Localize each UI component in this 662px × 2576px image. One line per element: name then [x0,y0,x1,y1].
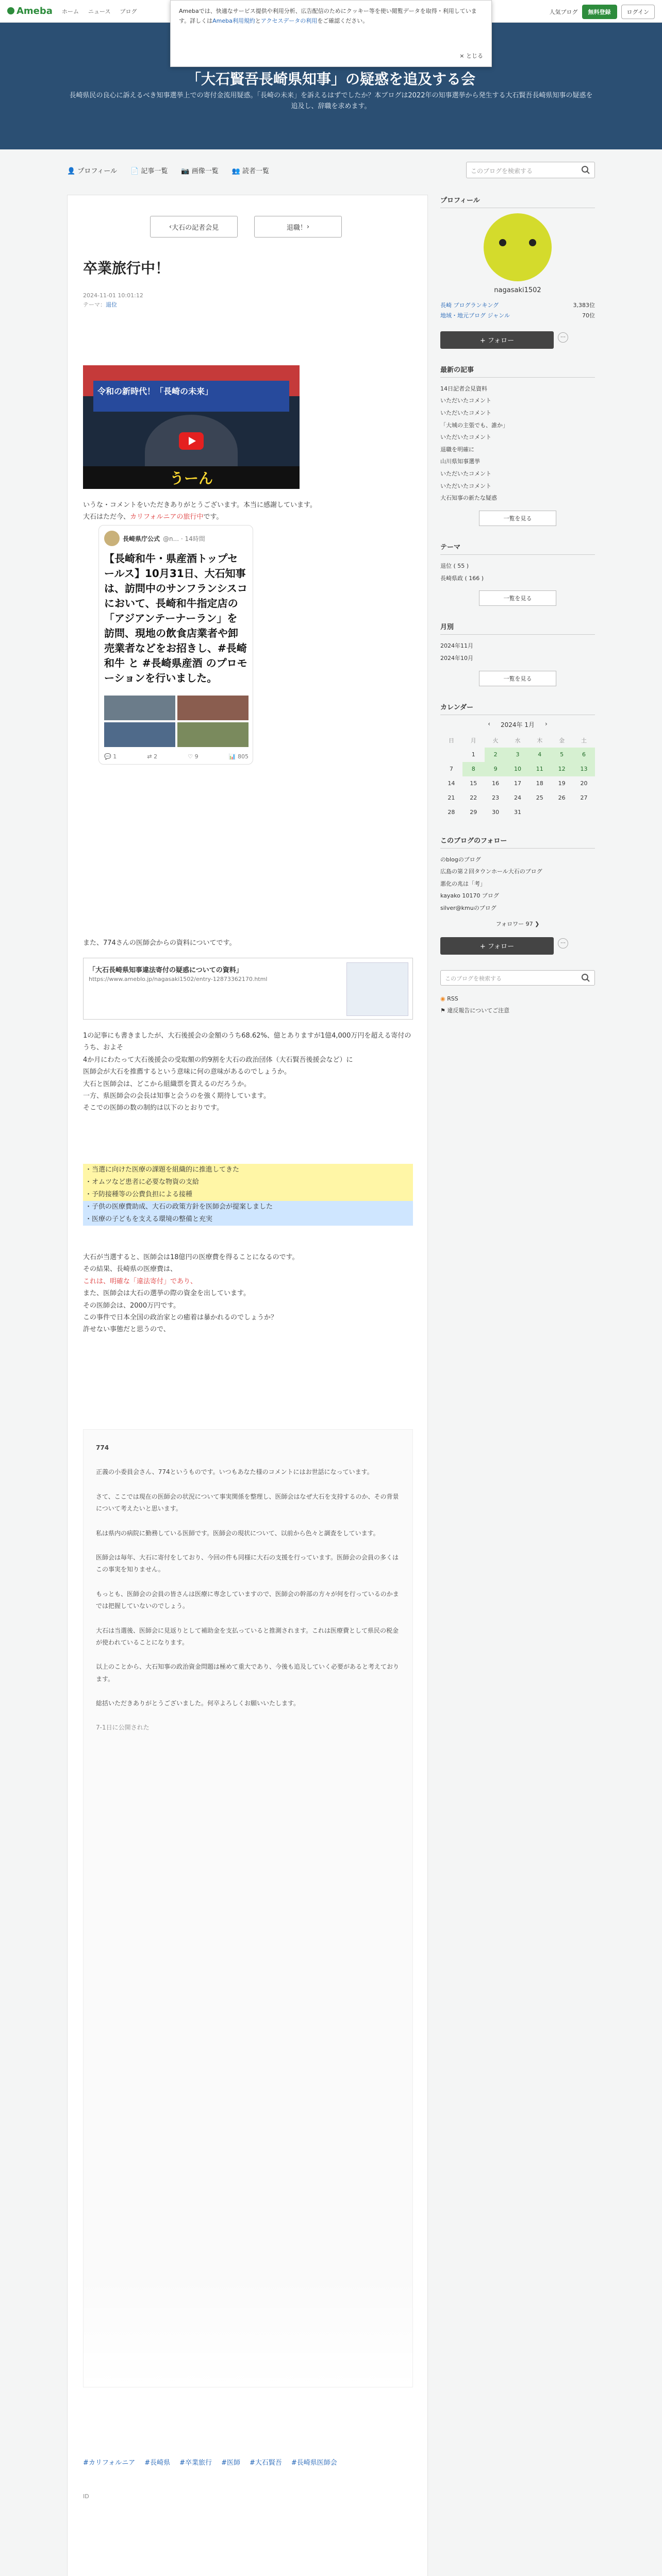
ranking-stats: 長崎 ブログランキング 3,383位 地域・地元ブログ ジャンル 70位 [440,302,595,319]
register-button[interactable]: 無料登録 [582,5,617,19]
global-nav [62,7,137,15]
calendar-day [440,748,462,762]
flag-icon: ⚑ [440,1007,445,1014]
recent-item[interactable]: 大石知事の新たな疑惑 [440,495,497,502]
calendar-weekday: 水 [515,737,521,744]
recent-item[interactable]: 14日記者会見資料 [440,385,487,392]
calendar-day: 24 [514,794,521,802]
link-card[interactable] [83,958,413,1020]
calendar-day: 17 [514,780,521,787]
month-more-button[interactable]: 一覧を見る [479,671,556,686]
chevron-left-icon[interactable]: ‹ [488,720,490,727]
calendar-day[interactable]: 13 [573,762,595,776]
calendar-weekday: 火 [492,737,499,744]
calendar-day: 21 [448,794,455,802]
terms-link[interactable]: Ameba利用規約 [212,17,255,24]
entry-main [67,195,428,2576]
calendar-weekday: 木 [537,737,543,744]
ameba-logo[interactable]: Ameba [7,6,53,16]
blog-description: 長崎県民の良心に訴えるべき知事選挙上での寄付金流用疑惑。「長崎の未来」を訴えるはずでしたか？本ブログは2022年の知事選挙から発生する大石賢吾長崎県知事の疑惑を追及し、辞職を求めます。 [69,92,593,110]
entry-meta: 2024-11-01 10:01:12 テーマ：退位 [83,292,143,308]
search-icon[interactable] [581,165,590,175]
link-card-title: 「大石長崎県知事違法寄付の疑惑についての資料」 [89,967,243,974]
recent-item[interactable]: いただいたコメント [440,434,491,441]
chevron-right-icon[interactable]: › [545,720,548,727]
list-item: ・子供の医療費助成、大石の政策方針を医師会が提案しました [83,1201,413,1213]
article-id: ID [83,2493,89,2500]
profile-name[interactable]: nagasaki1502 [494,286,541,294]
cookie-notice: Amebaでは、快適なサービス提供や利用分析、広告配信のためにクッキー等を使い閲覧データを取得・利用しています。詳しくはAmeba利用規約とアクセスデータの利用をご確認ください。 × とじる [170,0,492,67]
like-icon[interactable]: ♡ 9 [188,753,198,760]
followed-blog-item[interactable]: 広島の第２回タウンホール大石のブログ [440,868,542,875]
nav-photos[interactable]: 📷 画像一覧 [181,167,219,175]
entry-theme-link[interactable]: 退位 [106,301,117,308]
calendar-day[interactable]: 4 [528,748,551,762]
hashtag[interactable]: #カリフォルニア [83,2459,136,2467]
calendar-day: 16 [492,780,500,787]
calendar-section: カレンダー ‹ 2024年 1月 › 日 月 火 水 木 金 土 1 2 3 4 5 6 7 8 9 10 11 12 13 14 15 16 17 18 19 20 21 22 23 24 25 26 27 28 29 30 31 [440,702,595,820]
recent-item[interactable]: いただいたコメント [440,409,491,416]
video-banner: 令和の新時代！「長崎の未来」 [93,381,289,412]
followed-blog-item[interactable]: 悪化の兆は「考」 [440,880,486,887]
tweet-user: 長崎県庁公式 [123,535,160,543]
recent-item[interactable]: 「大城の主張でも、誰か」 [440,421,508,429]
next-entry-button[interactable]: 退職！ › [254,216,342,238]
followed-blog-item[interactable]: silver@kmuのブログ [440,905,496,912]
blog-follow-section: このブログのフォロー のblogのブログ 広島の第２回タウンホール大石のブログ 悪化の兆は「考」 kayako 10170 ブログ silver@kmuのブログ フォロワー 97 ❯ + フォロー ⋯ [440,835,595,955]
calendar-day: 1 [471,751,475,758]
play-icon[interactable] [179,432,204,450]
prev-entry-button[interactable]: ‹ 大石の記者会見 [150,216,238,238]
entry-para-2: また、774さんの医師会からの資料についてです。 [83,939,236,947]
calendar-day[interactable]: 5 [551,748,573,762]
profile-section: プロフィール nagasaki1502 長崎 ブログランキング 3,383位 地域・地元ブログ ジャンル 70位 + フォロー ⋯ [440,195,595,349]
ranking-link[interactable]: 人気ブログ [549,9,578,15]
calendar-day: 27 [580,794,588,802]
tweet-body: 【長崎和牛・県産酒トップセールス】10月31日、大石知事は、訪問中のサンフランシスコにおいて、長崎和牛指定店の「アジアンテーナーラン」を訪問、現地の飲食店業者や卸売業者などをお招きし、#長崎和牛 と #長崎県産酒 のプロモーションを行いました。 [104,552,247,684]
calendar-day: 25 [536,794,543,802]
calendar-weekday: 月 [470,737,476,744]
nav-readers[interactable]: 👥 読者一覧 [231,167,270,175]
entry-para-1: いうな・コメントをいただきありがとうございます。本当に感謝しています。 大石はただ今、カリフォルニアの旅行中です。 [83,501,317,521]
calendar-weekday: 金 [559,737,565,744]
rss-icon: ◉ [440,995,445,1002]
entry-body-block: 1の記事にも書きましたが、大石後援会の金額のうち68.62%、億とありますが1億4,000万円を超える寄付のうち、およそ 4か月にわたって大石後援会の受取額の約9割を大石の政治団体（大石賢吾後援会など）に 医師会が大石を推薦するという意味に何の意味があるのでしょうか。 大石と医師会は、どこから組織票を貰えるのだろうか。 一方、県医師会の会長は知事と会うのを強く期待しています。 そこでの医師の数の制約は以下のとおりです。 [83,1032,411,1112]
comment-sender: 774 [96,1444,109,1451]
follower-count[interactable]: フォロワー 97 ❯ [495,920,540,927]
calendar-day[interactable]: 9 [485,762,507,776]
followed-blog-item[interactable]: kayako 10170 ブログ [440,892,499,900]
theme-section: テーマ 退位 ( 55 ) 長崎県政 ( 166 ) 一覧を見る [440,541,595,606]
bullet-list [83,1164,413,1241]
sidebar-search-input[interactable]: このブログを検索する [440,970,595,986]
search-icon[interactable] [581,973,590,982]
report-link[interactable]: ⚑ 違反報告についてご注意 [440,1007,510,1014]
nav-entries[interactable]: 📄 記事一覧 [130,167,168,175]
recent-item[interactable]: いただいたコメント [440,470,491,478]
followed-blog-item[interactable]: のblogのブログ [440,856,481,863]
list-item: ・医療の子どもを支える環境の整備と充実 [83,1213,413,1226]
calendar-day: 18 [536,780,543,787]
month-item[interactable]: 2024年10月 [440,654,473,662]
rss-link[interactable]: ◉ RSS [440,995,458,1002]
calendar-month: 2024年 1月 [501,721,535,728]
blog-title[interactable]: 「大石賢吾長崎県知事」の疑惑を追及する会 [186,71,475,88]
blog-nav [67,160,595,180]
calendar-day: 23 [492,794,500,802]
nav-profile[interactable]: 👤 プロフィール [67,167,118,175]
tweet-avatar [104,531,120,546]
sidebar [440,195,595,1032]
hashtag[interactable]: #長崎県 [144,2459,171,2467]
entry-body-block-2: 大石が当選すると、医師会は18億円の医療費を得ることになるのです。 その結果、長崎県の医療費は、 これは、明確な「違法寄付」であり、 また、医師会は大石の選挙の際の資金を出しています。 その医師会は、2000万円です。 この事件で日本全国の政治家との癒着は暴かれるのでしょうか？ 許せない事態だと思うので、 [83,1253,299,1334]
hashtag[interactable]: #卒業旅行 [179,2459,212,2467]
views-icon[interactable]: 📊 805 [228,753,249,760]
reply-icon[interactable]: 💬 1 [104,753,117,760]
calendar-day: 30 [492,809,500,816]
month-item[interactable]: 2024年11月 [440,642,473,650]
calendar-day [551,805,573,820]
notice-close-button[interactable]: × とじる [459,53,483,60]
calendar-day: 14 [448,780,455,787]
monthly-section: 月別 2024年11月 2024年10月 一覧を見る [440,621,595,686]
sidebar-search-section [440,970,595,1017]
video-caption: うーん [83,466,300,489]
calendar-weekday: 土 [581,737,587,744]
link-card-url: https://www.ameblo.jp/nagasaki1502/entry-12873362170.html [89,976,268,982]
hashtag-list [83,2457,337,2467]
hashtag[interactable]: #大石賢吾 [249,2459,282,2467]
login-button[interactable]: ログイン [621,5,655,19]
calendar-day[interactable]: 12 [551,762,573,776]
hashtag[interactable]: #医師 [221,2459,240,2467]
hashtag[interactable]: #長崎県医師会 [291,2459,337,2467]
calendar-day[interactable]: 10 [507,762,529,776]
recent-item[interactable]: 山川県知事選挙 [440,458,480,465]
theme-item[interactable]: 退位 ( 55 ) [440,563,469,569]
calendar-day: 20 [580,780,588,787]
calendar-day [528,805,551,820]
calendar-day: 15 [470,780,477,787]
recent-item[interactable]: いただいたコメント [440,397,491,404]
calendar-day: 26 [558,794,566,802]
sidebar-follow-button[interactable]: + フォロー [440,331,554,349]
blog-search-input[interactable]: このブログを検索する [466,162,595,178]
quoted-comment: 774 正義の小委員会さん、774というものです。いつもあなた様のコメントにはお世話になっています。 さて、ここでは現在の医師会の状況について事実関係を整理し、医師会はなぜ大石を支持するのか、その背景について考えたいと思います。 私は県内の病院に勤務している医師です。医師会の現状について、以前から色々と調査をしています。 医師会は毎年、大石に寄付をしており、今回の件も同様に大石の支援を行っています。医師会の会員の多くはこの事実を知りません。 もっとも、医師会の会員の皆さんは医療に専念していますので、医師会の幹部の方々が何を行っているのかまでは把握していないのでしょう。 大石は当選後、医師会に見返りとして補助金を支払っていると推測されます。これは医療費として県民の税金が使われていることになります。 以上のことから、大石知事の政治資金問題は極めて重大であり、今後も追及していく必要があると考えております。 総括いただきありがとうございました。何卒よろしくお願いいたします。 7-1日に公開された [83,1429,413,2387]
calendar-day[interactable]: 8 [462,762,485,776]
more-options-icon[interactable]: ⋯ [558,332,568,343]
calendar-day[interactable]: 2 [485,748,507,762]
tweet-actions [104,753,249,760]
embedded-tweet[interactable] [98,525,253,765]
list-item: ・オムツなど患者に必要な物資の支給 [83,1176,413,1189]
entry-title: 卒業旅行中！ [83,260,170,277]
nav-home[interactable]: ホーム [62,8,79,15]
theme-more-button[interactable]: 一覧を見る [479,590,556,606]
nav-blog[interactable]: ブログ [120,8,137,15]
calendar-table [440,733,595,820]
ameba-mark-icon [7,7,14,14]
calendar-day: 7 [449,766,453,773]
embedded-video[interactable] [83,365,300,489]
more-options-icon[interactable]: ⋯ [558,938,568,948]
calendar-day[interactable]: 6 [573,748,595,762]
calendar-day: 31 [514,809,521,816]
calendar-day[interactable]: 11 [528,762,551,776]
calendar-day [573,805,595,820]
theme-item[interactable]: 長崎県政 ( 166 ) [440,574,484,582]
recent-section: 最新の記事 14日記者会見資料 いただいたコメント いただいたコメント 「大城の主張でも、誰か」 いただいたコメント 退職を明確に 山川県知事選挙 いただいたコメント いただいたコメント 大石知事の新たな疑惑 一覧を見る [440,364,595,526]
avatar[interactable] [484,213,552,281]
calendar-day: 28 [448,809,455,816]
calendar-weekday: 日 [448,737,454,744]
tweet-handle: @n... · 14時間 [163,535,205,543]
list-item: ・予防接種等の公費負担による接種 [83,1189,413,1201]
recent-item[interactable]: 退職を明確に [440,446,474,453]
recent-more-button[interactable]: 一覧を見る [479,511,556,526]
access-data-link[interactable]: アクセスデータの利用 [260,17,318,24]
calendar-day: 29 [470,809,477,816]
nav-news[interactable]: ニュース [88,8,111,15]
link-card-thumbnail [346,962,408,1016]
calendar-day: 19 [558,780,566,787]
retweet-icon[interactable]: ⇄ 2 [147,753,158,760]
sidebar-follow-button-2[interactable]: + フォロー [440,937,554,955]
calendar-day: 22 [470,794,477,802]
list-item: ・当選に向けた医療の課題を組織的に推進してきた [83,1164,413,1176]
calendar-day[interactable]: 3 [507,748,529,762]
recent-item[interactable]: いただいたコメント [440,482,491,489]
tweet-photos[interactable] [104,696,249,747]
entry-date: 2024-11-01 10:01:12 [83,292,143,299]
